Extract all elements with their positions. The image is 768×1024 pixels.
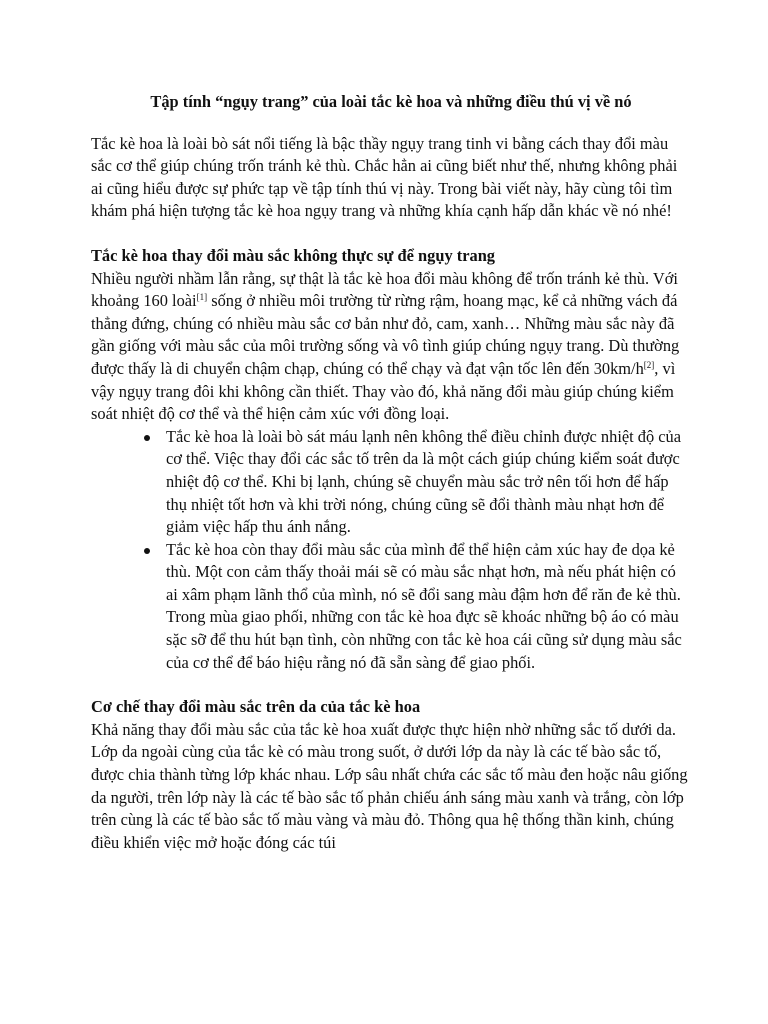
paragraph-text-part: sống ở nhiều môi trường từ rừng rậm, hoang mạc, kể cả những vách đá thẳng đứng, chúng có nhiều màu sắc cơ bản như đỏ, cam, xanh… Những màu sắc này đã gần giống với màu sắc của môi trường sống và vô tình giúp chúng ngụy trang. Dù thường được thấy là di chuyển chậm chạp, chúng có thể chạy và đạt vận tốc lên đến 30km/h <box>91 291 680 378</box>
document-title: Tập tính “ngụy trang” của loài tắc kè hoa và những điều thú vị về nó <box>150 92 632 111</box>
footnote-ref-2[interactable]: [2] <box>643 359 655 370</box>
bullet-item: Tắc kè hoa là loài bò sát máu lạnh nên không thể điều chỉnh được nhiệt độ của cơ thể. Việc thay đổi các sắc tố trên da là một cách giúp chúng kiểm soát được nhiệt độ cơ thể. Khi bị lạnh, chúng sẽ chuyển màu sắc trở nên tối hơn để hấp thụ nhiệt tốt hơn và khi trời nóng, chúng cũng sẽ đổi thành màu nhạt hơn để giảm việc hấp thu ánh nắng. <box>166 426 691 539</box>
intro-paragraph: Tắc kè hoa là loài bò sát nổi tiếng là bậc thầy ngụy trang tinh vi bằng cách thay đổi màu sắc cơ thể giúp chúng trốn tránh kẻ thù. Chắc hẳn ai cũng biết như thế, nhưng không phải ai cũng hiểu được sự phức tạp về tập tính thú vị này. Trong bài viết này, hãy cùng tôi tìm khám phá hiện tượng tắc kè hoa ngụy trang và những khía cạnh hấp dẫn khác về nó nhé! <box>91 133 678 221</box>
footnote-ref-1[interactable]: [1] <box>196 292 208 303</box>
section-heading-mechanism: Cơ chế thay đổi màu sắc trên da của tắc kè hoa <box>91 697 421 717</box>
section-heading-camouflage: Tắc kè hoa thay đổi màu sắc không thực sự để ngụy trang <box>91 245 496 265</box>
section-paragraph-mechanism: Khả năng thay đổi màu sắc của tắc kè hoa xuất được thực hiện nhờ những sắc tố dưới da. Lớp da ngoài cùng của tắc kè có màu trong suốt, ở dưới lớp da này là các tế bào sắc tố, được chia thành từng lớp khác nhau. Lớp sâu nhất chứa các sắc tố màu đen hoặc nâu giống da người, trên lớp này là các tế bào sắc tố phản chiếu ánh sáng màu xanh và trắng, còn lớp trên cùng là các tế bào sắc tố màu vàng và màu đỏ. Thông qua hệ thống thần kinh, chúng điều khiển việc mở hoặc đóng các túi <box>91 719 688 852</box>
paragraph-text-part: Nhiều người nhầm lẫn rằng, sự thật là tắc kè hoa đổi màu không để trốn tránh kẻ thù. Với khoảng 160 loài <box>91 268 678 311</box>
document-page <box>91 91 691 854</box>
paragraph-text-part: , vì vậy ngụy trang đôi khi không cần thiết. Thay vào đó, khả năng đổi màu giúp chúng kiểm soát nhiệt độ cơ thể và thể hiện cảm xúc với đồng loại. <box>91 358 676 424</box>
bullet-item: Tắc kè hoa còn thay đổi màu sắc của mình để thể hiện cảm xúc hay đe dọa kẻ thù. Một con cảm thấy thoải mái sẽ có màu sắc nhạt hơn, mà nếu phát hiện có ai xâm phạm lãnh thổ của mình, nó sẽ đổi sang màu đậm hơn để răn đe kẻ thù. Trong mùa giao phối, những con tắc kè hoa đực sẽ khoác những bộ áo có màu sặc sỡ để thu hút bạn tình, còn những con tắc kè hoa cái cũng sử dụng màu sắc của cơ thể để báo hiệu rằng nó đã sẵn sàng để giao phối. <box>166 539 691 675</box>
section-paragraph-camouflage <box>91 268 691 426</box>
paragraph-gap <box>91 223 691 245</box>
paragraph-gap <box>91 674 691 696</box>
bullet-list <box>91 426 691 675</box>
